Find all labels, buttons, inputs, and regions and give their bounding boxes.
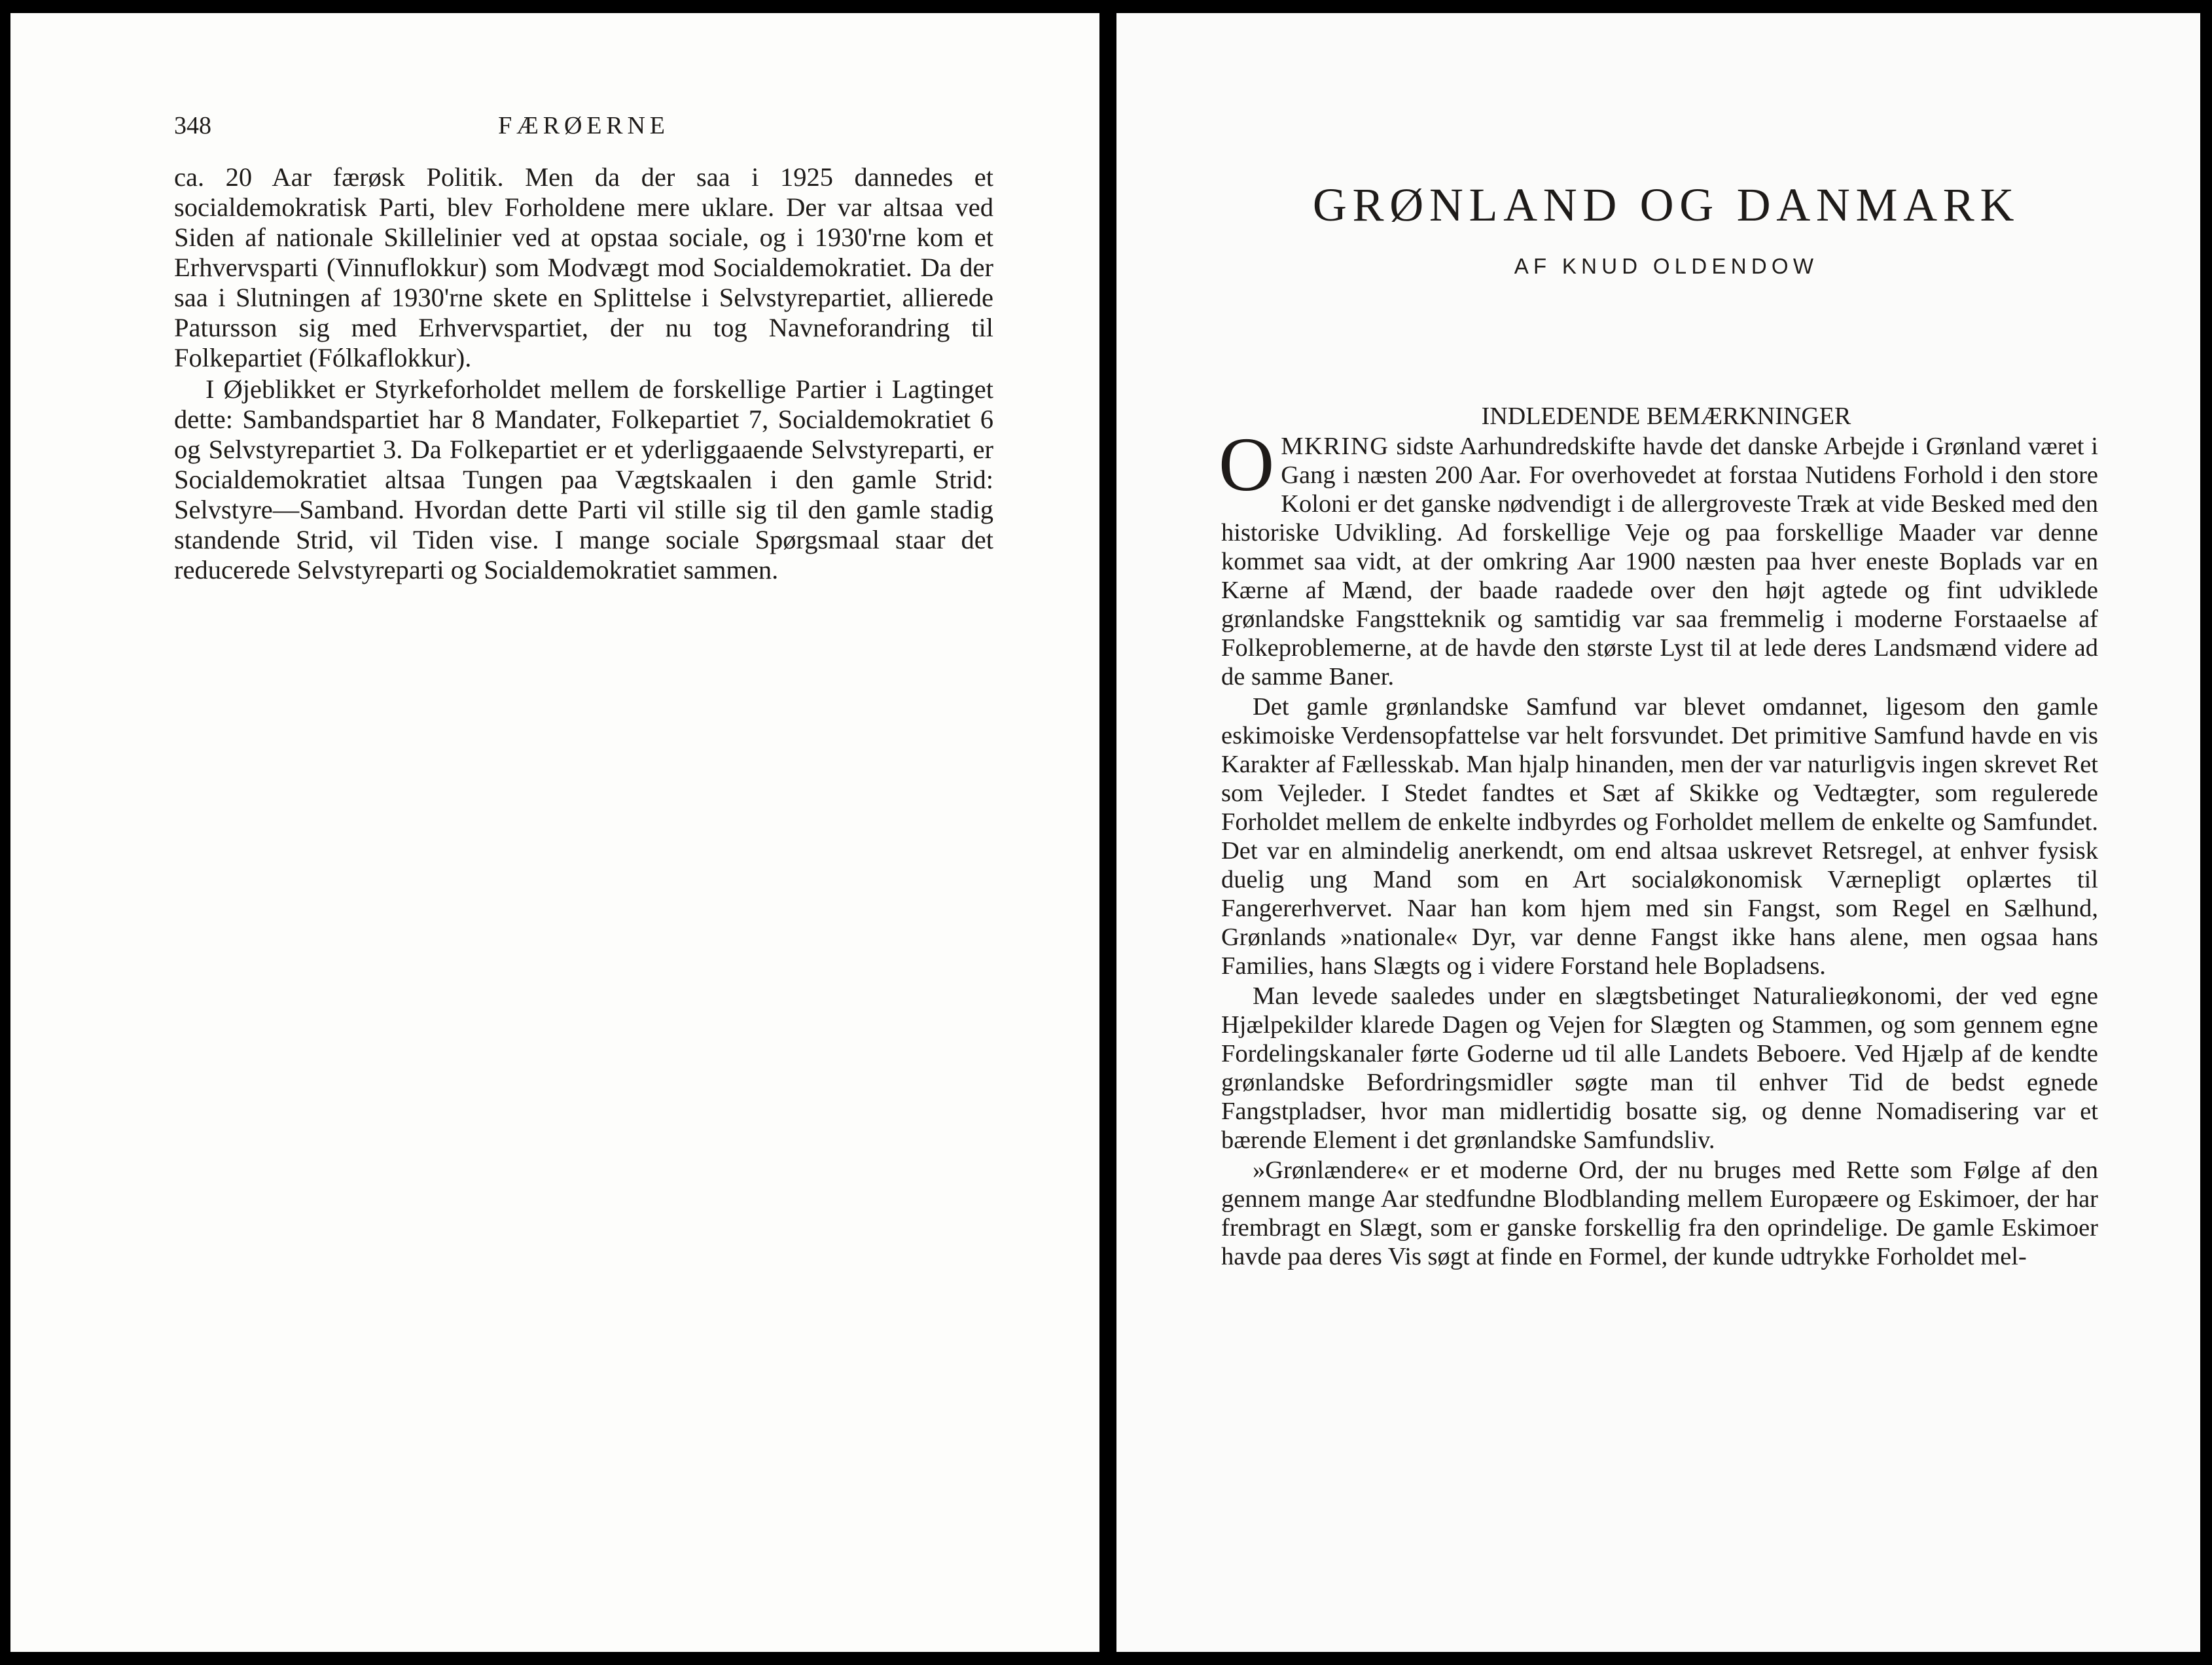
paragraph: Man levede saaledes under en slægtsbetinget Naturalieøkonomi, der ved egne Hjælpekilder klarede Dagen og Vejen for Slægten og Stammen, og som gennem egne Fordelingskanaler førte Goderne ud til alle Landets Beboere. Ved Hjælp af de kendte grønlandske Befordringsmidler søgte man til enhver Tid de bedst egnede Fangstpladser, hvor man midlertidig bosatte sig, og denne Nomadisering var et bærende Element i det grønlandske Samfundsliv.	[1221, 982, 2098, 1154]
page-number: 348	[174, 112, 211, 139]
section-heading: INDLEDENDE BEMÆRKNINGER	[1481, 403, 1851, 430]
paragraph: ca. 20 Aar færøsk Politik. Men da der saa i 1925 dannedes et socialdemokratisk Parti, blev Forholdene mere uklare. Der var altsaa ved Siden af nationale Skillelinier ved at opstaa sociale, og i 1930'rne kom et Erhvervsparti (Vinnuflokkur) som Modvægt mod Socialdemokratiet. Da der saa i Slutningen af 1930'rne skete en Splittelse i Selvstyrepartiet, allierede Patursson sig med Erhvervspartiet, der nu tog Navneforandring til Folkepartiet (Fólkaflokkur).	[174, 162, 993, 372]
left-page-body	[174, 162, 993, 585]
opening-word: MKRING	[1281, 433, 1389, 460]
left-page	[10, 13, 1099, 1652]
paragraph: »Grønlændere« er et moderne Ord, der nu bruges med Rette som Følge af den gennem mange Aar stedfundne Blodblanding mellem Europæere og Eskimoer, der har frembragt en Slægt, som er ganske forskellig fra den oprindelige. De gamle Eskimoer havde paa deres Vis søgt at finde en Formel, der kunde udtrykke Forholdet mel-	[1221, 1156, 2098, 1270]
paragraph-text: sidste Aarhundredskifte havde det danske Arbejde i Grønland været i Gang i næsten 200 Aar. For overhovedet at forstaa Nutidens Forhold i den store Koloni er det ganske nødvendigt i de allergroveste Træk at vide Besked med den historiske Udvikling. Ad forskellige Veje og paa forskellige Maader var denne kommet saa vidt, at der omkring Aar 1900 næsten paa hver eneste Boplads var en Kærne af Mænd, der baade raadede over den højt agtede og fint udviklede grønlandske Fangstteknik og samtidig var saa fremmelig i moderne Forstaaelse af Folkeproblemerne, at de havde den største Lyst til at lede deres Landsmænd videre ad de samme Baner.	[1221, 433, 2098, 690]
right-page	[1116, 13, 2200, 1652]
running-title: FÆRØERNE	[498, 112, 669, 139]
chapter-title: GRØNLAND OG DANMARK	[1312, 179, 2020, 231]
chapter-author: AF KNUD OLDENDOW	[1514, 254, 1819, 278]
opening-paragraph	[1219, 421, 2098, 691]
paragraph: I Øjeblikket er Styrkeforholdet mellem de forskellige Partier i Lagtinget dette: Sambandspartiet har 8 Mandater, Folkepartiet 7, Socialdemokratiet 6 og Selvstyrepartiet 3. Da Folkepartiet er et yderliggaaende Selvstyreparti, er Socialdemokratiet altsaa Tungen paa Vægtskaalen i den gamle Strid: Selvstyre—Samband. Hvordan dette Parti vil stille sig til den gamle stadig standende Strid, vil Tiden vise. I mange sociale Spørgsmaal staar det reducerede Selvstyreparti og Socialdemokratiet sammen.	[174, 374, 993, 584]
drop-cap: O	[1219, 421, 1275, 507]
paragraph: Det gamle grønlandske Samfund var blevet omdannet, ligesom den gamle eskimoiske Verdensopfattelse var helt forsvundet. Det primitive Samfund havde en vis Karakter af Fællesskab. Man hjalp hinanden, men der var naturligvis ingen skrevet Ret som Vejleder. I Stedet fandtes et Sæt af Skikke og Vedtægter, som regulerede Forholdet mellem de enkelte indbyrdes og Forholdet mellem de enkelte og Samfundet. Det var en almindelig anerkendt, om end altsaa uskrevet Retsregel, at enhver fysisk duelig ung Mand som en Art socialøkonomisk Værnepligt oplærtes til Fangererhvervet. Naar han kom hjem med sin Fangst, som Regel en Sælhund, Grønlands »nationale« Dyr, var denne Fangst ikke hans alene, men ogsaa hans Families, hans Slægts og i videre Forstand hele Bopladsens.	[1221, 693, 2098, 980]
right-page-body	[1219, 421, 2098, 1271]
running-head	[174, 111, 993, 144]
